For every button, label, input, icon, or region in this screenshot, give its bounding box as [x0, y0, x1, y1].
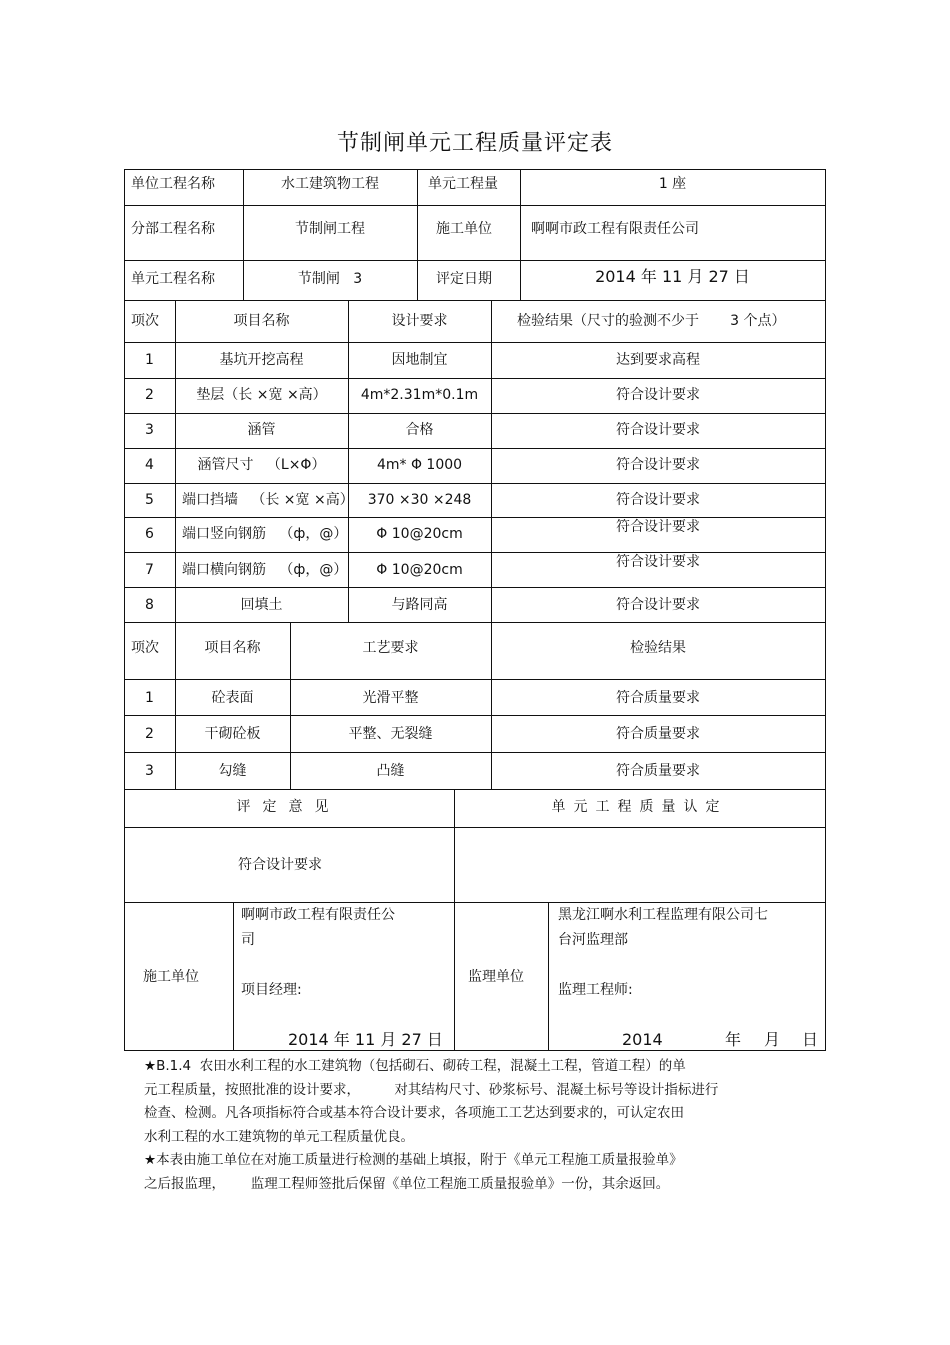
s1-col-no: 项次 [131, 313, 159, 329]
supervision-unit-label: 监理单位 [468, 969, 524, 985]
division-label: 分部工程名称 [131, 221, 215, 237]
s1-row2-item: 垫层（长 ×宽 ×高） [196, 387, 327, 403]
project-manager-label: 项目经理: [241, 982, 302, 998]
s1-row4-item: 涵管尺寸 （L×Φ） [197, 457, 326, 473]
note-line: 检查、检测。凡各项指标符合或基本符合设计要求，各项施工工艺达到要求的，可认定农田 [144, 1105, 684, 1121]
division-value: 节制闸工程 [295, 221, 365, 237]
s1-row4-req: 4m* Φ 1000 [376, 457, 463, 473]
s1-row7-item: 端口横向钢筋 （ф，@） [182, 562, 348, 578]
s1-row3-result: 符合设计要求 [616, 422, 700, 438]
construction-unit-label: 施工单位 [143, 969, 199, 985]
s1-row1-no: 1 [145, 352, 154, 368]
s1-col-req: 设计要求 [391, 313, 448, 329]
s1-row3-no: 3 [145, 422, 154, 438]
supervision-sign-year-suffix: 年 [725, 1030, 742, 1049]
supervision-company-line2: 台河监理部 [558, 932, 628, 948]
supervision-company-line1: 黑龙江啊水利工程监理有限公司七 [558, 907, 768, 923]
s1-row5-req: 370 ×30 ×248 [367, 492, 472, 508]
eval-date-label: 评定日期 [436, 271, 492, 287]
s2-col-result: 检验结果 [630, 640, 686, 656]
element-qty-label: 单元工程量 [428, 176, 498, 192]
s2-row1-item: 砼表面 [211, 690, 254, 706]
element-name-value: 节制闸 3 [297, 271, 363, 287]
quality-confirmation-header: 单元工程质量认定 [551, 799, 728, 815]
s1-row4-no: 4 [145, 457, 154, 473]
s2-col-no: 项次 [131, 640, 159, 656]
s2-row3-item: 勾缝 [218, 763, 247, 779]
s1-col-result: 检验结果（尺寸的验测不少于 3 个点） [517, 313, 786, 329]
footnotes [144, 1055, 804, 1196]
s2-row1-result: 符合质量要求 [616, 690, 700, 706]
construction-sign-date: 2014 年 11 月 27 日 [288, 1030, 443, 1049]
unit-project-label: 单位工程名称 [131, 176, 215, 192]
eval-date-value: 2014 年 11 月 27 日 [595, 267, 750, 286]
s1-row6-item: 端口竖向钢筋 （ф，@） [182, 526, 348, 542]
s2-row2-no: 2 [145, 726, 154, 742]
supervision-sign-year: 2014 [622, 1030, 663, 1049]
supervision-sign-day-suffix: 日 [802, 1030, 819, 1049]
s1-row7-no: 7 [145, 562, 154, 578]
contractor-label: 施工单位 [436, 221, 492, 237]
s1-row6-req: Φ 10@20cm [376, 526, 463, 542]
s1-row5-item: 端口挡墙 （长 ×宽 ×高） [182, 492, 354, 508]
supervision-sign-month-suffix: 月 [764, 1030, 781, 1049]
s1-row1-result: 达到要求高程 [616, 352, 700, 368]
element-name-label: 单元工程名称 [131, 271, 215, 287]
s1-row8-req: 与路同高 [391, 597, 448, 613]
opinion-header: 评定意见 [236, 799, 341, 815]
s1-row1-item: 基坑开挖高程 [219, 352, 304, 368]
s1-row3-item: 涵管 [247, 422, 276, 438]
s2-row2-item: 干砌砼板 [204, 726, 261, 742]
note-line: 元工程质量，按照批准的设计要求， 对其结构尺寸、砂浆标号、混凝土标号等设计指标进行 [144, 1081, 719, 1098]
supervision-engineer-label: 监理工程师: [558, 982, 633, 998]
s2-col-req: 工艺要求 [362, 640, 419, 656]
s1-row8-result: 符合设计要求 [616, 597, 700, 613]
s1-row2-no: 2 [145, 387, 154, 403]
page-title: 节制闸单元工程质量评定表 [336, 131, 613, 156]
s1-row8-item: 回填土 [240, 597, 283, 613]
s2-row2-req: 平整、无裂缝 [348, 726, 433, 742]
s1-row6-result: 符合设计要求 [616, 519, 700, 535]
s2-row3-result: 符合质量要求 [616, 763, 700, 779]
contractor-value: 啊啊市政工程有限责任公司 [531, 221, 699, 237]
s1-row2-req: 4m*2.31m*0.1m [360, 387, 479, 403]
opinion-text: 符合设计要求 [238, 857, 322, 873]
s1-row7-req: Φ 10@20cm [376, 562, 463, 578]
s2-col-item: 项目名称 [204, 640, 261, 656]
construction-company-line1: 啊啊市政工程有限责任公 [241, 907, 395, 923]
s2-row1-req: 光滑平整 [362, 690, 419, 706]
s2-row3-no: 3 [145, 763, 154, 779]
s1-row5-result: 符合设计要求 [616, 492, 700, 508]
s2-row1-no: 1 [145, 690, 154, 706]
s1-row5-no: 5 [145, 492, 154, 508]
s1-row6-no: 6 [145, 526, 154, 542]
element-qty-value: 1 座 [658, 176, 687, 192]
note-line: 水利工程的水工建筑物的单元工程质量优良。 [144, 1128, 414, 1145]
note-line: 之后报监理， 监理工程师签批后保留《单位工程施工质量报验单》一份，其余返回。 [144, 1175, 670, 1192]
s1-row3-req: 合格 [405, 422, 434, 438]
s1-row1-req: 因地制宜 [391, 352, 448, 368]
s1-col-item: 项目名称 [233, 313, 290, 329]
construction-company-line2: 司 [241, 932, 255, 948]
s1-row8-no: 8 [145, 597, 154, 613]
unit-project-value: 水工建筑物工程 [281, 176, 379, 192]
note-line: ★本表由施工单位在对施工质量进行检测的基础上填报，附于《单元工程施工质量报验单》 [144, 1152, 683, 1168]
note-line: ★B.1.4 农田水利工程的水工建筑物（包括砌石、砌砖工程，混凝土工程，管道工程）的单 [144, 1058, 686, 1074]
s2-row2-result: 符合质量要求 [616, 726, 700, 742]
s1-row2-result: 符合设计要求 [616, 387, 700, 403]
s1-row7-result: 符合设计要求 [616, 554, 700, 570]
s2-row3-req: 凸缝 [376, 763, 405, 779]
s1-row4-result: 符合设计要求 [616, 457, 700, 473]
